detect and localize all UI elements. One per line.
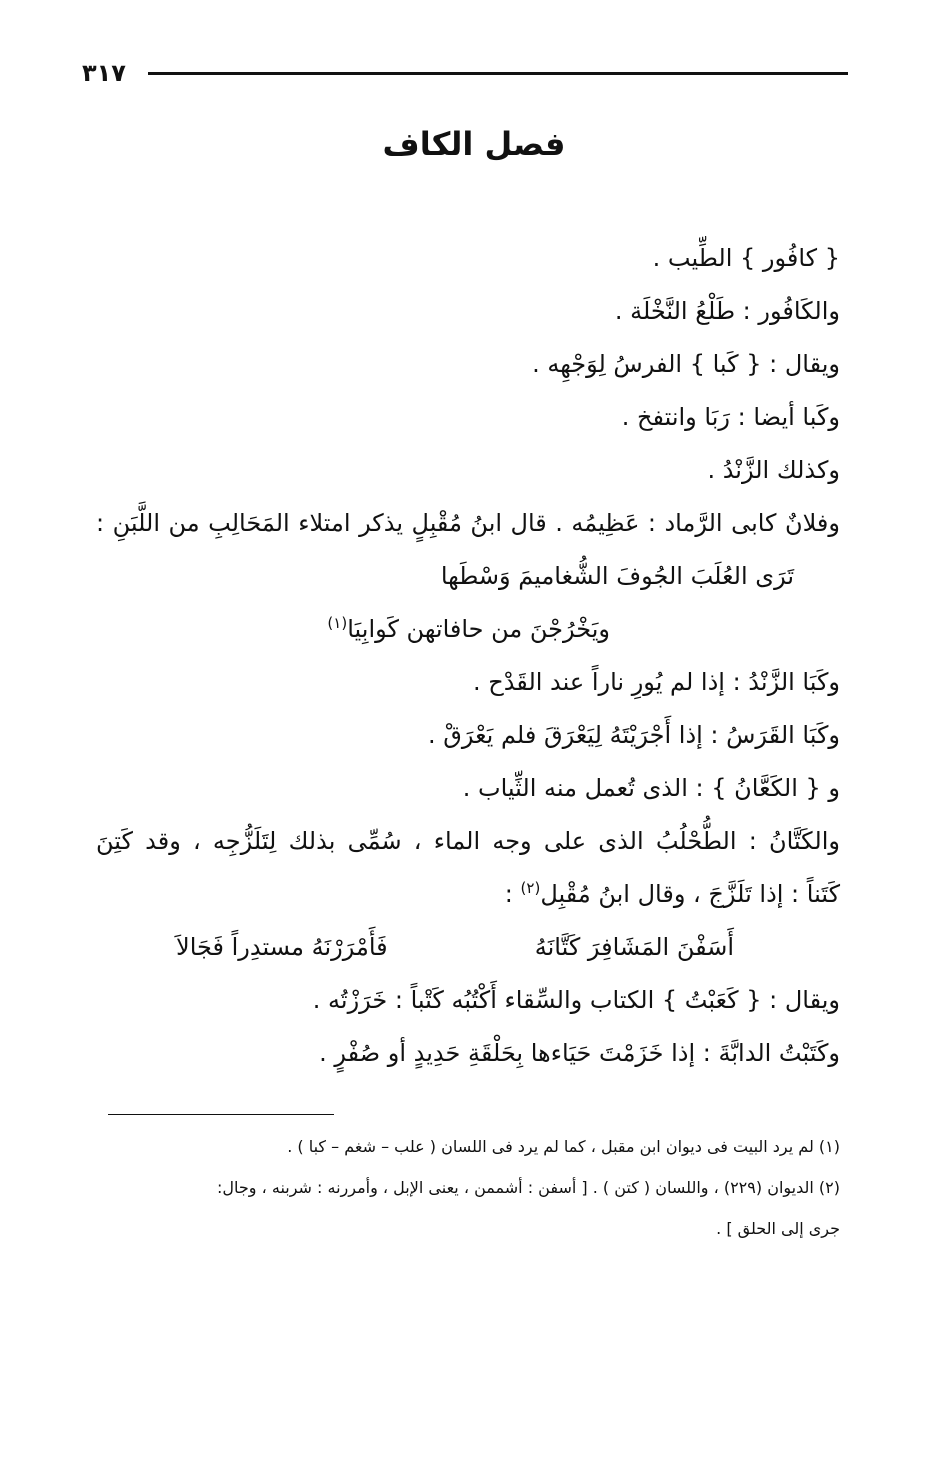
verse-couplet [96, 921, 840, 974]
verse-line: تَرَى العُلَبَ الجُوفَ الشُّغاميمَ وَسْطَها [440, 562, 794, 590]
text-line: وكَبا أيضا : رَبَا وانتفخ . [621, 403, 840, 431]
text-line: وكَبَا الزَّنْدُ : إذا لم يُورِ ناراً عند القَدْح . [472, 668, 840, 696]
page-header [82, 56, 848, 92]
verse-line [96, 603, 840, 656]
verse-text: ويَخْرُجْنَ من حافاتهن كَوابِيَا [347, 615, 610, 643]
text-line: وكَبَا القَرَسُ : إذا أَجْرَيْتَهُ لِيَعْرَقَ فلم يَعْرَقْ . [427, 721, 840, 749]
text-line: { كافُور } الطِّيب . [652, 244, 840, 272]
body-text [96, 232, 840, 1080]
footnote-rule [108, 1114, 334, 1115]
line-text: كَتَناً : إذا تَلَزَّجَ ، وقال ابنُ مُقْبِل [540, 880, 840, 908]
footnote-marker: (١) [327, 614, 348, 632]
footnote-line: (٢) الديوان (٢٢٩) ، واللسان ( كتن ) . [ أسفن : أشممن ، يعنى الإبل ، وأمررنه : شربنه ، وجال: [217, 1178, 840, 1197]
section-title: فصل الكاف [382, 125, 566, 163]
text-line: ويقال : { كَبا } الفرسُ لِوَجْهِه . [532, 350, 840, 378]
text-line: وكَتَبْتُ الدابَّةَ : إذا خَزَمْتَ حَيَاءها بِحَلْقَةِ حَدِيدٍ أو صُفْرٍ . [319, 1039, 840, 1067]
text-line: و { الكَعَّانُ } : الذى تُعمل منه الثِّياب . [462, 774, 840, 802]
line-colon: : [504, 880, 513, 908]
footnote-line: (١) لم يرد البيت فى ديوان ابن مقبل ، كما لم يرد فى اللسان ( علب – شغم – كبا ) . [287, 1137, 840, 1156]
text-line: والكَتَّانُ : الطُّحْلُبُ الذى على وجه الماء ، سُمِّى بذلك لِتَلَزُّجِه ، وقد كَتِنَ [96, 827, 840, 855]
footnote-line: جرى إلى الحلق ] . [716, 1219, 840, 1238]
verse-hemistich-second: فَأَمْرَرْنَهُ مستدِراً فَجَالاَ [176, 933, 388, 961]
text-line [96, 868, 840, 921]
text-line: وكذلك الزَّنْدُ . [707, 456, 840, 484]
text-line: والكَافُور : طَلْعُ النَّخْلَة . [614, 297, 840, 325]
footnote-marker: (٢) [520, 879, 541, 897]
header-rule [148, 72, 848, 75]
text-line: ويقال : { كَعَبْتُ } الكتاب والسِّقاء أَكْتُبُه كَتْباً : خَرَزْتُه . [312, 986, 840, 1014]
footnotes [88, 1126, 840, 1249]
text-line: وفلانٌ كابى الرَّماد : عَظِيمُه . قال ابنُ مُقْبِلٍ يذكر امتلاء المَحَالِبِ من اللَّبَنِ : [96, 509, 840, 537]
verse-hemistich-first: أَسَفْنَ المَشَافِرَ كَتَّانَهُ [534, 933, 734, 961]
page-number: ٣١٧ [82, 59, 126, 87]
